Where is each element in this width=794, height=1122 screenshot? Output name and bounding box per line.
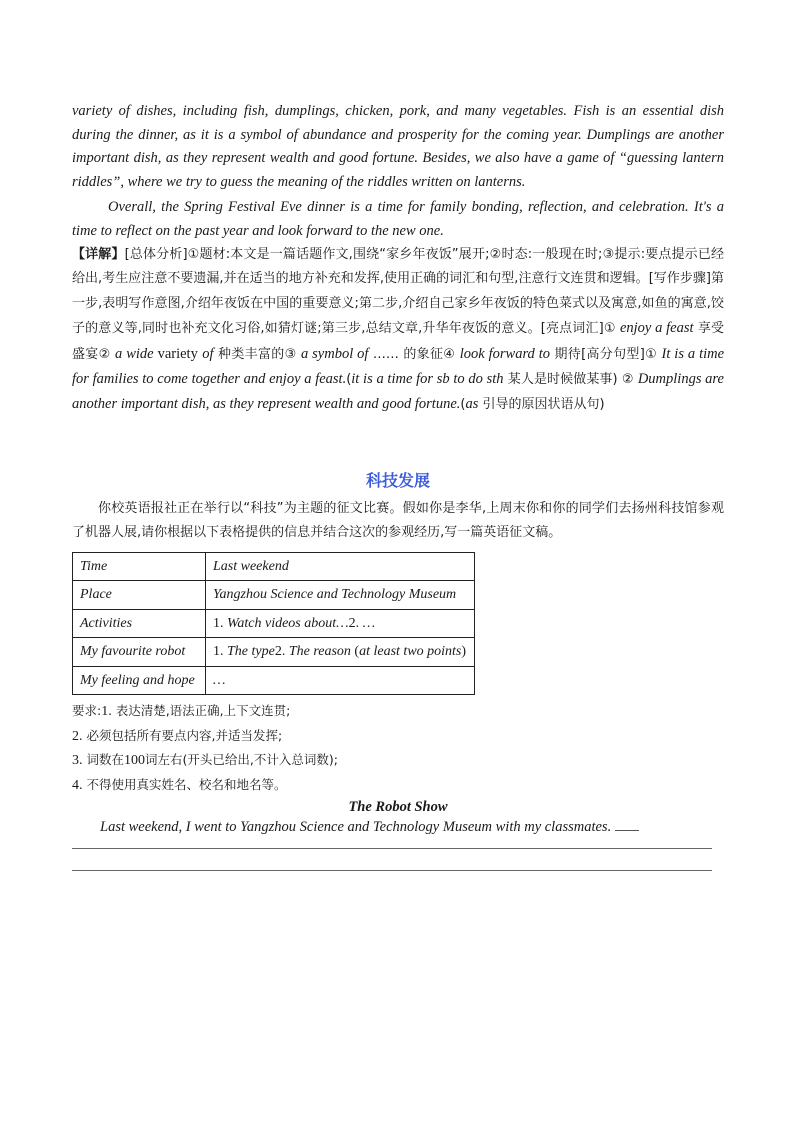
page-content (72, 100, 724, 871)
table-key: My feeling and hope (73, 666, 206, 695)
paren: ) (599, 397, 605, 413)
table-value: Yangzhou Science and Technology Museum (206, 581, 475, 610)
table-row (73, 666, 475, 695)
table-row (73, 638, 475, 667)
table-key: My favourite robot (73, 638, 206, 667)
vocab-cn: 种类丰富的 (218, 346, 285, 362)
req-num: 2. (72, 728, 83, 744)
vocab-num: ② (98, 346, 111, 362)
req-text: 不得使用真实姓名、校名和地名等。 (86, 776, 287, 792)
req-num: 3. (72, 753, 83, 769)
table-row (73, 552, 475, 581)
essay-opening-text: Last weekend, I went to Yangzhou Science and Technology Museum with my classmates. (100, 819, 612, 836)
pattern-note-cn: 某人是时候做某事 (507, 372, 613, 388)
item-text: The type (223, 644, 275, 660)
table-value (206, 638, 475, 667)
pattern-num: ② (621, 372, 634, 388)
pattern-note-cn: 引导的原因状语从句 (482, 397, 600, 413)
vocab-en: look forward to (459, 345, 551, 362)
task-prompt: 你校英语报社正在举行以“科技”为主题的征文比赛。假如你是李华,上周末你和你的同学们去扬州科技馆参观了机器人展,请你根据以下表格提供的信息并结合这次的参观经历,写一篇英语征文稿。 (72, 500, 724, 541)
vocab-en: of (202, 345, 214, 362)
paren: ( (354, 644, 360, 660)
requirement-1 (72, 699, 724, 724)
table-value: Last weekend (206, 552, 475, 581)
pattern-num: ① (644, 346, 658, 362)
req-text: 必须包括所有要点内容,并适当发挥; (86, 727, 283, 743)
table-value: … (206, 666, 475, 695)
paren: ) (612, 372, 618, 388)
table-key: Activities (73, 609, 206, 638)
pattern-en: It is a time for families to come together and enjoy a feast. (72, 345, 725, 388)
requirement-4 (72, 773, 724, 798)
answer-blank[interactable] (615, 816, 639, 831)
item-text: at least two points (359, 644, 462, 660)
pattern-note-en: it is a time for sb to do sth (351, 371, 504, 388)
table-key: Place (73, 581, 206, 610)
table-key: Time (73, 552, 206, 581)
answer-paragraph-2: Overall, the Spring Festival Eve dinner is a time for family bonding, reflection, and celebration. It's a time to reflect on the past year and look forward to the new one. (72, 199, 724, 239)
item-num: 2. (274, 644, 286, 660)
vocab-num: ③ (284, 346, 297, 362)
item-num: 1. (213, 615, 224, 631)
item-text: … (359, 615, 376, 631)
vocab-cn: 享受盛宴 (72, 321, 724, 362)
paren: ( (346, 372, 352, 388)
answer-line[interactable] (72, 848, 712, 849)
vocab-cn: …… 的象征 (368, 346, 444, 362)
section-title: 科技发展 (365, 470, 430, 490)
essay-opening (72, 816, 724, 840)
req-num: 1. (101, 704, 112, 720)
highlight-vocab-label: [亮点词汇] (540, 321, 604, 337)
vocab-en: a symbol of (300, 345, 369, 362)
requirement-2 (72, 724, 724, 749)
item-num: 1. (213, 644, 224, 660)
essay-title: The Robot Show (348, 799, 448, 816)
item-text: Watch videos about… (223, 615, 349, 631)
answer-line[interactable] (72, 870, 712, 871)
req-text: 表达清楚,语法正确,上下文连贯; (115, 703, 291, 719)
requirements (72, 699, 724, 797)
req-text: 词左右(开头已给出,不计入总词数); (145, 752, 338, 768)
req-num: 4. (72, 777, 83, 793)
pattern-en: Dumplings are another important dish, as they represent wealth and good fortune. (72, 371, 724, 413)
paren: ( (460, 397, 466, 413)
req-text: 词数在 (86, 752, 124, 768)
vocab-cn: 期待 (554, 346, 582, 362)
analysis-label: 【详解】 (72, 247, 125, 262)
vocab-en: enjoy a feast (619, 320, 694, 337)
table-value (206, 609, 475, 638)
analysis-block (72, 243, 724, 418)
analysis-overview: [总体分析]①题材:本文是一篇话题作文,围绕“家乡年夜饭”展开;②时态:一般现在时;③提示:要点提示已经给出,考生应注意不要遗漏,并在适当的地方补充和发挥,使用正确的词汇和句型,注意行文连贯和逻辑。 (72, 247, 724, 287)
pattern-note-en: as (465, 396, 479, 413)
vocab-en: a wide (115, 345, 158, 362)
paren: ) (461, 644, 467, 660)
vocab-num: ④ (443, 346, 456, 362)
req-label: 要求: (72, 703, 102, 719)
answer-paragraph-1: variety of dishes, including fish, dumplings, chicken, pork, and many vegetables. Fish is an essential dish during the dinner, as it is a symbol of abundance and prosperity for the coming year. Dumplings are another important dish, as they represent wealth and good fortune. Besides, we also have a game of “guessing lantern riddles”, where we try to guess the meaning of the riddles written on lanterns. (72, 103, 724, 190)
item-num: 2. (348, 615, 360, 631)
vocab-num: ① (603, 321, 616, 337)
item-text: The reason (285, 644, 355, 660)
vocab-en-upright: variety (157, 345, 198, 362)
table-row (73, 581, 475, 610)
req-num: 100 (124, 753, 145, 769)
analysis-steps: [写作步骤]第一步,表明写作意图,介绍年夜饭在中国的重要意义;第二步,介绍自己家乡年夜饭的特色菜式以及寓意,如鱼的寓意,饺子的意义等,同时也补充文化习俗,如猜灯谜;第三步,总结文章,升华年夜饭的意义。 (72, 271, 724, 337)
info-table (72, 552, 475, 696)
pattern-label: [高分句型] (581, 346, 645, 362)
table-row (73, 609, 475, 638)
requirement-3 (72, 748, 724, 773)
